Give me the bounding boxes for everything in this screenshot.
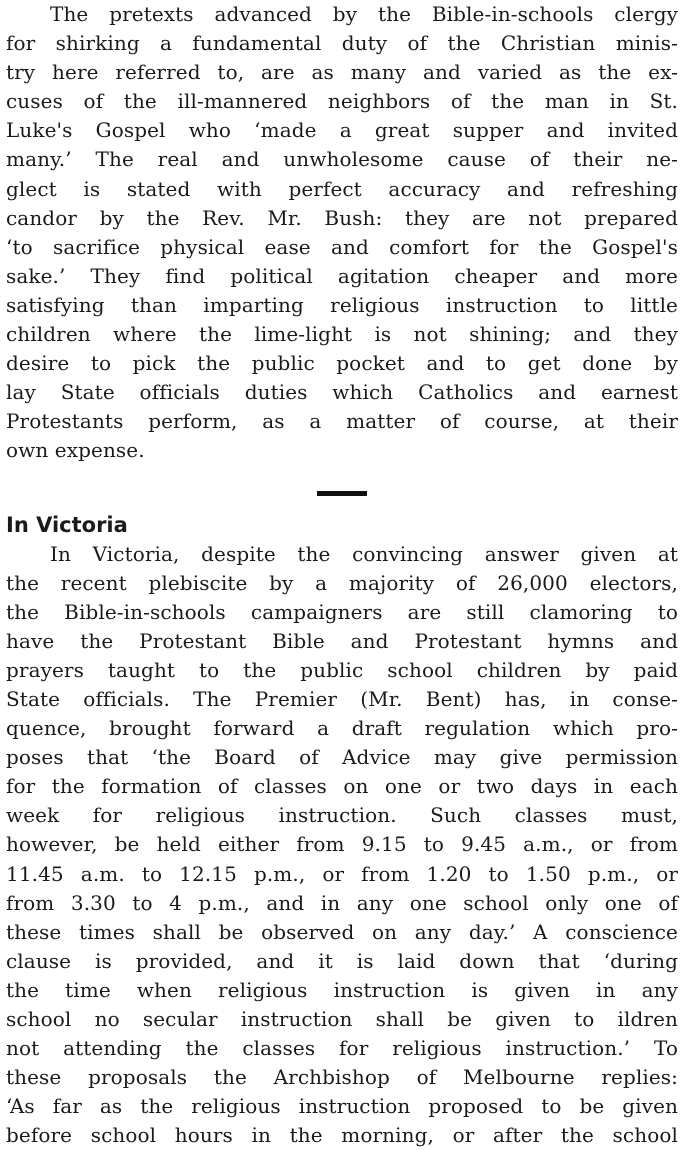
text-line: quence, brought forward a draft regulation which pro- bbox=[6, 714, 678, 743]
text-line: sake.’ They find political agitation cheaper and more bbox=[6, 262, 678, 291]
text-line: In Victoria, despite the convincing answer given at bbox=[6, 540, 678, 569]
text-line: desire to pick the public pocket and to get done by bbox=[6, 349, 678, 378]
text-line: try here referred to, are as many and varied as the ex- bbox=[6, 58, 678, 87]
section-divider bbox=[317, 491, 367, 496]
text-line: school no secular instruction shall be given to ildren bbox=[6, 1005, 678, 1034]
text-line: poses that ‘the Board of Advice may give permission bbox=[6, 743, 678, 772]
text-line: cuses of the ill-mannered neighbors of the man in St. bbox=[6, 87, 678, 116]
text-line: before school hours in the morning, or after the school bbox=[6, 1121, 678, 1150]
section-heading: In Victoria bbox=[6, 510, 678, 540]
text-line: these proposals the Archbishop of Melbourne replies: bbox=[6, 1063, 678, 1092]
text-line: for shirking a fundamental duty of the Christian minis- bbox=[6, 29, 678, 58]
paragraph-pretexts bbox=[6, 0, 678, 466]
text-line: however, be held either from 9.15 to 9.45 a.m., or from bbox=[6, 830, 678, 859]
text-line: from 3.30 to 4 p.m., and in any one school only one of bbox=[6, 889, 678, 918]
paragraph-victoria bbox=[6, 540, 678, 1150]
text-line: State officials. The Premier (Mr. Bent) has, in conse- bbox=[6, 685, 678, 714]
text-line: ‘to sacrifice physical ease and comfort for the Gospel's bbox=[6, 233, 678, 262]
text-line: have the Protestant Bible and Protestant hymns and bbox=[6, 627, 678, 656]
text-line: own expense. bbox=[6, 436, 678, 465]
text-line: prayers taught to the public school children by paid bbox=[6, 656, 678, 685]
text-line: The pretexts advanced by the Bible-in-schools clergy bbox=[6, 0, 678, 29]
text-line: many.’ The real and unwholesome cause of their ne- bbox=[6, 145, 678, 174]
text-line: the time when religious instruction is given in any bbox=[6, 976, 678, 1005]
text-line: candor by the Rev. Mr. Bush: they are not prepared bbox=[6, 204, 678, 233]
article-page bbox=[6, 0, 678, 1150]
text-line: Luke's Gospel who ‘made a great supper and invited bbox=[6, 116, 678, 145]
text-line: for the formation of classes on one or two days in each bbox=[6, 772, 678, 801]
text-line: the recent plebiscite by a majority of 26,000 electors, bbox=[6, 569, 678, 598]
text-line: children where the lime-light is not shining; and they bbox=[6, 320, 678, 349]
text-line: these times shall be observed on any day.’ A conscience bbox=[6, 918, 678, 947]
text-line: lay State officials duties which Catholics and earnest bbox=[6, 378, 678, 407]
text-line: clause is provided, and it is laid down that ‘during bbox=[6, 947, 678, 976]
text-line: week for religious instruction. Such classes must, bbox=[6, 801, 678, 830]
text-line: satisfying than imparting religious instruction to little bbox=[6, 291, 678, 320]
text-line: the Bible-in-schools campaigners are still clamoring to bbox=[6, 598, 678, 627]
text-line: not attending the classes for religious instruction.’ To bbox=[6, 1034, 678, 1063]
text-line: ‘As far as the religious instruction proposed to be given bbox=[6, 1092, 678, 1121]
text-line: 11.45 a.m. to 12.15 p.m., or from 1.20 to 1.50 p.m., or bbox=[6, 860, 678, 889]
text-line: Protestants perform, as a matter of course, at their bbox=[6, 407, 678, 436]
text-line: glect is stated with perfect accuracy and refreshing bbox=[6, 175, 678, 204]
